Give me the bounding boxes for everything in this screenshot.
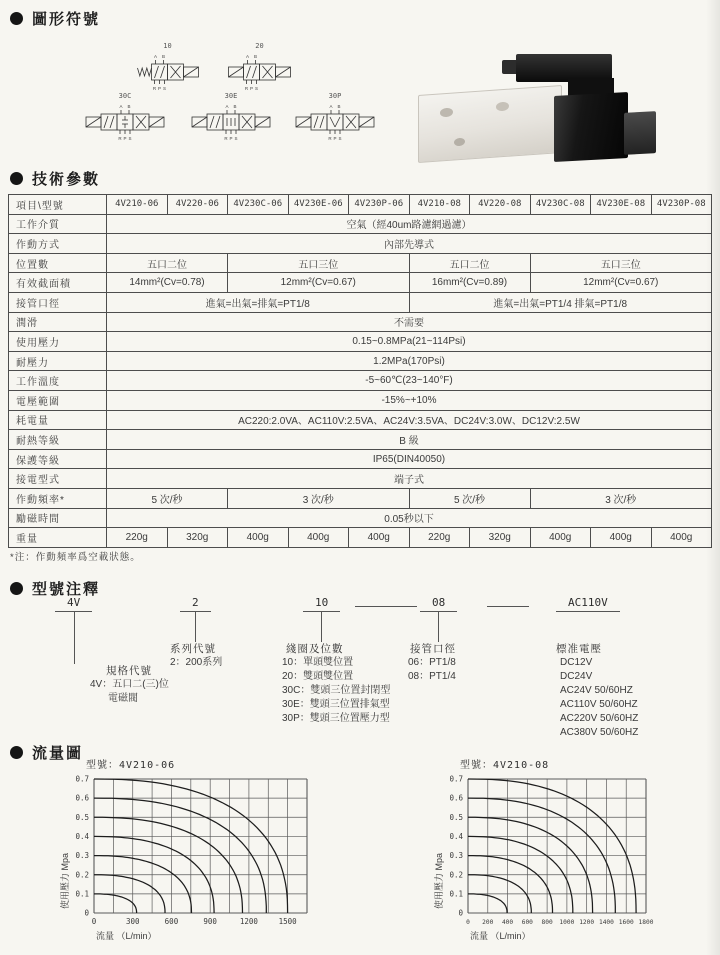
table-cell: 五口三位 — [530, 253, 712, 273]
table-cell: 空氣（經40um路濾網過濾） — [107, 214, 712, 234]
svg-text:1400: 1400 — [598, 919, 614, 926]
model-note-line: DC12V — [560, 657, 593, 668]
table-cell: 5 次/秒 — [409, 488, 530, 508]
svg-text:R: R — [118, 136, 122, 141]
model-column-header: 4V230C-08 — [530, 195, 591, 215]
model-code: 4V — [55, 596, 92, 612]
svg-text:0.6: 0.6 — [75, 793, 89, 803]
svg-text:1200: 1200 — [239, 917, 258, 926]
valve-symbol-label: 30C — [118, 92, 132, 100]
table-row — [9, 234, 712, 254]
section-heading-label: 型號注釋 — [32, 581, 101, 598]
svg-text:0.5: 0.5 — [449, 812, 463, 822]
model-note-line: 4V：五口二(三)位 — [90, 679, 169, 690]
model-note-line: AC380V 50/60HZ — [560, 727, 639, 738]
model-column-header: 4V230E-06 — [288, 195, 349, 215]
svg-text:0.3: 0.3 — [449, 851, 463, 861]
model-code-title: 系列代號 — [170, 643, 216, 655]
row-label: 重量 — [9, 528, 107, 548]
table-cell: 220g — [107, 528, 168, 548]
table-row — [9, 253, 712, 273]
row-label: 勵磁時間 — [9, 508, 107, 528]
svg-text:P: P — [123, 136, 127, 141]
table-cell: 12mm²(Cv=0.67) — [530, 273, 712, 293]
model-note-line: 06：PT1/8 — [408, 657, 456, 668]
table-cell: 內部先導式 — [107, 234, 712, 254]
svg-text:300: 300 — [125, 917, 140, 926]
model-column-header: 4V230P-06 — [349, 195, 410, 215]
svg-text:R: R — [224, 136, 228, 141]
row-label: 接管口徑 — [9, 292, 107, 312]
table-row — [9, 351, 712, 371]
table-cell: 400g — [651, 528, 712, 548]
table-header-row — [9, 195, 712, 215]
table-cell: 不需要 — [107, 312, 712, 332]
table-footnote: *注：作動頻率爲空載狀態。 — [10, 552, 141, 563]
svg-text:900: 900 — [203, 917, 217, 926]
flow-chart-4v210-08 — [430, 756, 658, 951]
model-code-lines — [170, 656, 222, 670]
table-cell: 3 次/秒 — [228, 488, 410, 508]
svg-text:0.4: 0.4 — [75, 832, 89, 842]
row-label: 作動頻率* — [9, 488, 107, 508]
model-note-line: 30P：雙頭三位置壓力型 — [282, 713, 390, 724]
row-label: 使用壓力 — [9, 332, 107, 352]
model-code-lines — [408, 656, 456, 684]
row-label: 耐壓力 — [9, 351, 107, 371]
model-code: 10 — [303, 596, 340, 612]
diagram-dash — [355, 606, 417, 607]
table-row — [9, 312, 712, 332]
diagram-stem — [195, 612, 196, 642]
row-label: 位置數 — [9, 253, 107, 273]
svg-text:800: 800 — [541, 919, 553, 926]
table-cell: 進氣=出氣=排氣=PT1/8 — [107, 292, 410, 312]
model-column-header: 4V210-08 — [409, 195, 470, 215]
svg-text:0: 0 — [91, 917, 97, 926]
chart-title: 型號：4V210-08 — [460, 760, 550, 771]
svg-text:0.6: 0.6 — [449, 793, 463, 803]
svg-text:P: P — [229, 136, 233, 141]
table-cell: 400g — [530, 528, 591, 548]
row-label: 保護等級 — [9, 449, 107, 469]
table-cell: 400g — [349, 528, 410, 548]
model-column-header: 4V230E-08 — [591, 195, 652, 215]
svg-text:R: R — [152, 86, 157, 91]
table-row — [9, 214, 712, 234]
svg-text:1600: 1600 — [618, 919, 634, 926]
model-code-lines — [560, 656, 638, 740]
svg-text:0.1: 0.1 — [449, 889, 463, 899]
table-row — [9, 449, 712, 469]
model-code: AC110V — [556, 596, 620, 612]
model-note-line: AC110V 50/60HZ — [560, 699, 638, 710]
valve-symbol-label: 20 — [255, 42, 264, 50]
section-heading-tech — [10, 168, 100, 189]
table-cell: B 級 — [107, 430, 712, 450]
table-corner-cell: 項目\型號 — [9, 195, 107, 215]
diagram-stem — [74, 612, 75, 664]
svg-text:P: P — [249, 86, 254, 91]
model-note-line: AC220V 50/60HZ — [560, 713, 639, 724]
table-cell: 320g — [167, 528, 228, 548]
svg-text:0: 0 — [84, 908, 89, 918]
svg-text:200: 200 — [482, 919, 494, 926]
svg-text:400: 400 — [501, 919, 514, 926]
model-note-line: 2：200系列 — [170, 657, 223, 668]
model-code-title: 規格代號 — [106, 665, 152, 677]
svg-text:B: B — [161, 54, 166, 59]
table-cell: IP65(DIN40050) — [107, 449, 712, 469]
chart-title: 型號：4V210-06 — [86, 760, 176, 771]
svg-text:S: S — [234, 136, 238, 141]
section-heading-label: 流量圖 — [32, 745, 84, 762]
svg-text:600: 600 — [164, 917, 179, 926]
svg-text:流量 （L/min）: 流量 （L/min） — [470, 931, 531, 941]
table-cell: 400g — [288, 528, 349, 548]
svg-text:1000: 1000 — [559, 919, 575, 926]
flow-chart-4v210-06 — [56, 756, 319, 951]
table-cell: -15%~+10% — [107, 390, 712, 410]
svg-text:B: B — [127, 104, 131, 109]
row-label: 有效截面積 — [9, 273, 107, 293]
svg-text:0.2: 0.2 — [75, 870, 89, 880]
section-bullet-icon — [10, 172, 23, 185]
svg-text:R: R — [328, 136, 332, 141]
svg-text:S: S — [338, 136, 342, 141]
table-cell: 0.15~0.8MPa(21~114Psi) — [107, 332, 712, 352]
model-note-line: 30E：雙頭三位置排氣型 — [282, 699, 390, 710]
svg-text:S: S — [162, 86, 167, 91]
table-row — [9, 332, 712, 352]
diagram-stem — [438, 612, 439, 642]
svg-text:B: B — [233, 104, 237, 109]
table-row — [9, 430, 712, 450]
svg-text:P: P — [157, 86, 162, 91]
svg-text:0.2: 0.2 — [449, 870, 463, 880]
table-row — [9, 292, 712, 312]
table-cell: 14mm²(Cv=0.78) — [107, 273, 228, 293]
model-column-header: 4V230P-08 — [651, 195, 712, 215]
svg-text:P: P — [333, 136, 337, 141]
model-code-lines — [90, 678, 169, 706]
svg-text:0.3: 0.3 — [75, 851, 89, 861]
table-cell: 五口二位 — [107, 253, 228, 273]
table-row — [9, 508, 712, 528]
table-row — [9, 371, 712, 391]
model-code-title: 接管口徑 — [410, 643, 456, 655]
svg-text:A: A — [225, 104, 229, 109]
table-cell: AC220:2.0VA、AC110V:2.5VA、AC24V:3.5VA、DC24V:3.0W、DC12V:2.5W — [107, 410, 712, 430]
table-cell: 320g — [470, 528, 531, 548]
svg-text:使用壓力 Mpa: 使用壓力 Mpa — [434, 852, 444, 909]
svg-text:0: 0 — [466, 919, 470, 926]
table-cell: 5 次/秒 — [107, 488, 228, 508]
model-column-header: 4V210-06 — [107, 195, 168, 215]
section-heading-label: 技術參數 — [32, 171, 101, 188]
svg-text:600: 600 — [521, 919, 533, 926]
model-note-line: 08：PT1/4 — [408, 671, 456, 682]
table-cell: 端子式 — [107, 469, 712, 489]
svg-text:R: R — [244, 86, 249, 91]
table-row — [9, 488, 712, 508]
svg-text:0.7: 0.7 — [449, 774, 463, 784]
svg-text:A: A — [153, 54, 158, 59]
table-cell: 0.05秒以下 — [107, 508, 712, 528]
table-row — [9, 469, 712, 489]
row-label: 作動方式 — [9, 234, 107, 254]
svg-text:0: 0 — [458, 908, 463, 918]
table-cell: 五口二位 — [409, 253, 530, 273]
svg-text:使用壓力 Mpa: 使用壓力 Mpa — [60, 852, 70, 909]
svg-text:1500: 1500 — [278, 917, 297, 926]
row-label: 潤滑 — [9, 312, 107, 332]
svg-text:0.1: 0.1 — [75, 889, 89, 899]
table-row — [9, 273, 712, 293]
table-cell: 進氣=出氣=PT1/4 排氣=PT1/8 — [409, 292, 712, 312]
svg-text:1800: 1800 — [638, 919, 654, 926]
diagram-dash — [487, 606, 529, 607]
svg-text:1200: 1200 — [579, 919, 595, 926]
table-row — [9, 390, 712, 410]
svg-text:B: B — [337, 104, 341, 109]
model-code: 08 — [420, 596, 457, 612]
model-column-header: 4V220-06 — [167, 195, 228, 215]
table-row — [9, 528, 712, 548]
table-cell: 3 次/秒 — [530, 488, 712, 508]
model-note-line: AC24V 50/60HZ — [560, 685, 633, 696]
row-label: 電壓範圍 — [9, 390, 107, 410]
section-bullet-icon — [10, 746, 23, 759]
model-note-line: DC24V — [560, 671, 593, 682]
table-cell: 400g — [228, 528, 289, 548]
table-row — [9, 410, 712, 430]
svg-text:0.4: 0.4 — [449, 832, 463, 842]
diagram-stem — [321, 612, 322, 642]
valve-symbol-label: 30P — [328, 92, 342, 100]
model-column-header: 4V220-08 — [470, 195, 531, 215]
model-note-line: 電磁閥 — [108, 693, 138, 704]
model-code-title: 標准電壓 — [556, 643, 602, 655]
svg-text:B: B — [253, 54, 258, 59]
svg-text:S: S — [254, 86, 259, 91]
section-bullet-icon — [10, 582, 23, 595]
model-column-header: 4V230C-06 — [228, 195, 289, 215]
svg-text:流量 （L/min）: 流量 （L/min） — [96, 931, 157, 941]
table-cell: -5~60℃(23~140°F) — [107, 371, 712, 391]
model-note-line: 30C：雙頭三位置封閉型 — [282, 685, 391, 696]
valve-symbol-label: 30E — [224, 92, 238, 100]
table-cell: 五口三位 — [228, 253, 410, 273]
row-label: 耗電量 — [9, 410, 107, 430]
model-note-line: 20：雙頭雙位置 — [282, 671, 354, 682]
svg-text:0.7: 0.7 — [75, 774, 89, 784]
row-label: 工作介質 — [9, 214, 107, 234]
model-note-line: 10：單頭雙位置 — [282, 657, 354, 668]
row-label: 耐熱等級 — [9, 430, 107, 450]
chart-plot — [430, 773, 658, 951]
table-cell: 12mm²(Cv=0.67) — [228, 273, 410, 293]
table-cell: 16mm²(Cv=0.89) — [409, 273, 530, 293]
valve-symbol-label: 10 — [163, 42, 172, 50]
svg-text:A: A — [329, 104, 333, 109]
tech-spec-table — [8, 194, 712, 548]
table-cell: 400g — [591, 528, 652, 548]
chart-plot — [56, 773, 319, 951]
table-cell: 1.2MPa(170Psi) — [107, 351, 712, 371]
section-heading-label: 圖形符號 — [32, 11, 101, 28]
svg-text:A: A — [119, 104, 123, 109]
model-code-title: 綫圈及位數 — [286, 643, 344, 655]
model-code-lines — [282, 656, 390, 726]
model-code: 2 — [180, 596, 211, 612]
row-label: 接電型式 — [9, 469, 107, 489]
row-label: 工作溫度 — [9, 371, 107, 391]
svg-text:0.5: 0.5 — [75, 812, 89, 822]
svg-text:A: A — [245, 54, 250, 59]
table-cell: 220g — [409, 528, 470, 548]
svg-text:S: S — [128, 136, 132, 141]
